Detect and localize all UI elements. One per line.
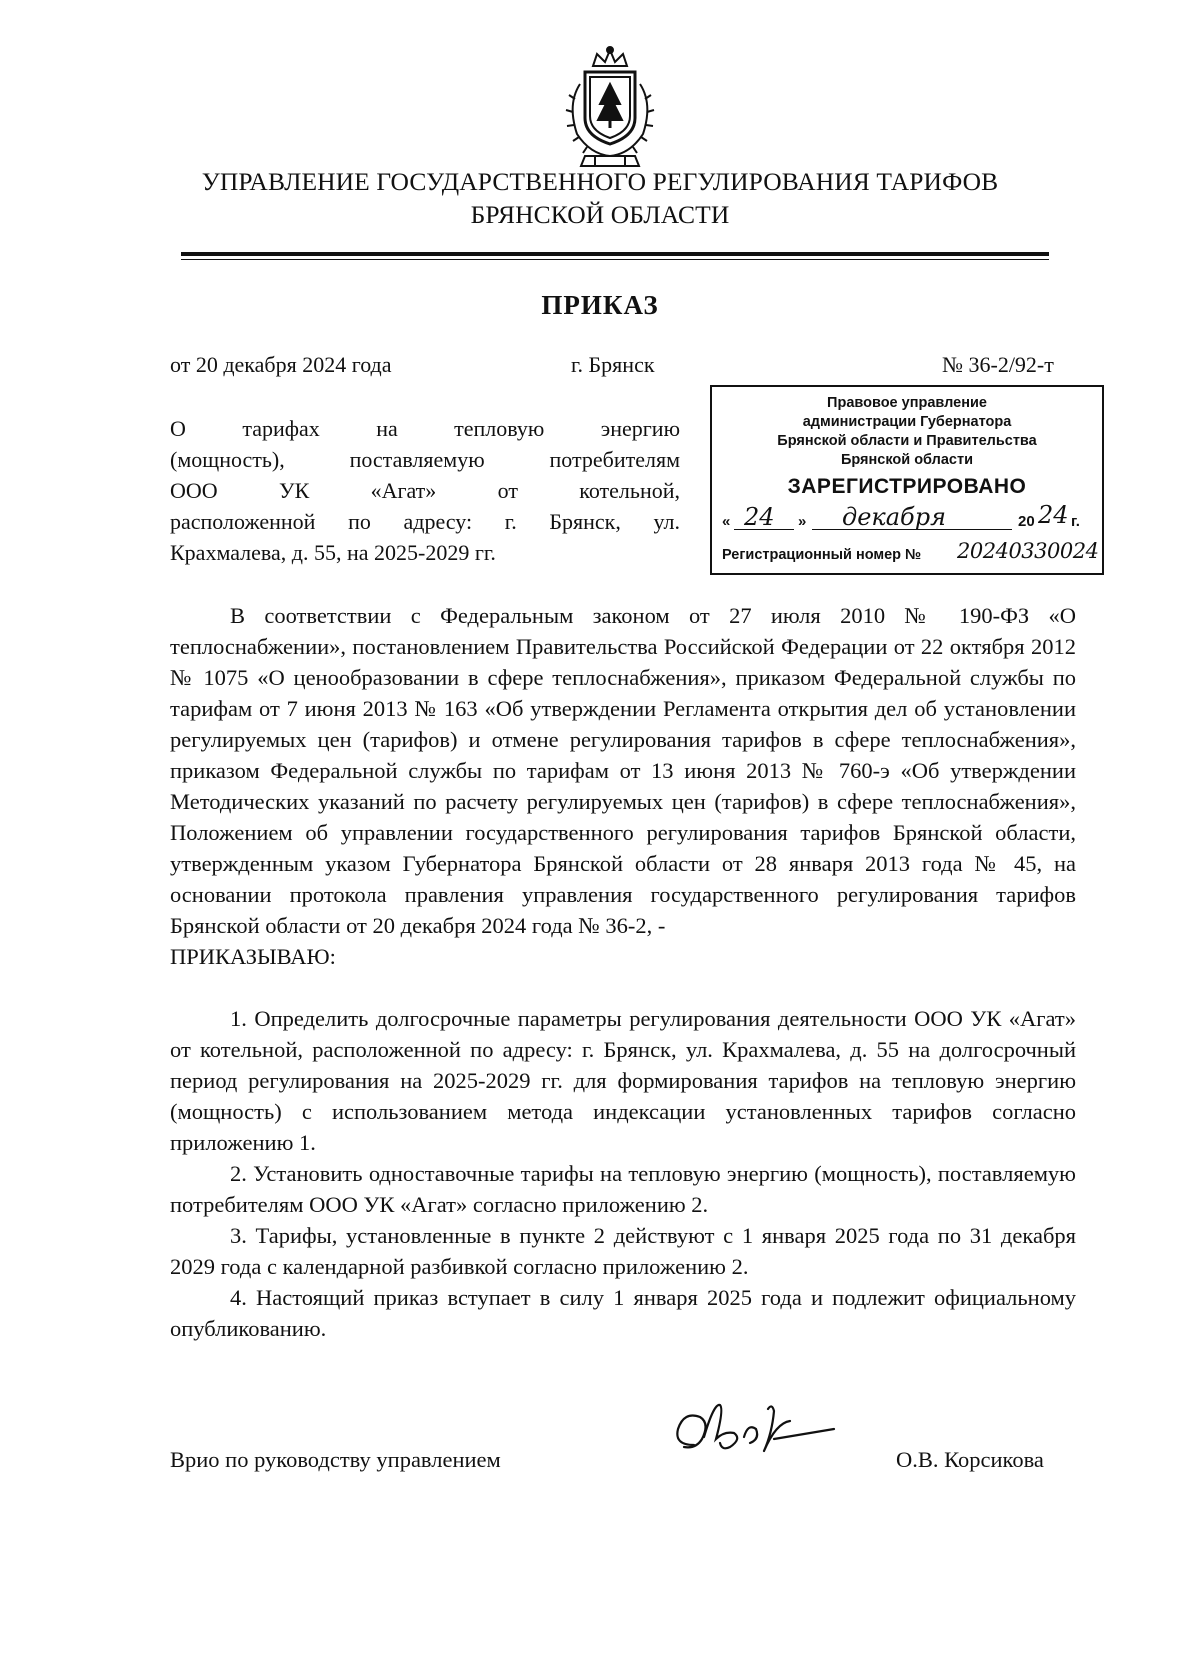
order-city: г. Брянск bbox=[571, 352, 655, 377]
stamp-registered: ЗАРЕГИСТРИРОВАНО bbox=[787, 475, 1027, 498]
subject-line: Крахмалева, д. 55, на 2025-2029 гг. bbox=[170, 540, 496, 565]
stamp-reg-label: Регистрационный номер № bbox=[722, 547, 922, 563]
stamp-reg-number: 20240330024 bbox=[957, 539, 1099, 563]
subject-line: расположенной по адресу: г. Брянск, ул. bbox=[170, 509, 680, 534]
stamp-line: Правовое управление bbox=[827, 395, 987, 411]
order-item: 1. Определить долгосрочные параметры регулирования деятельности ООО УК «Агат» от котельной, расположенной по адресу: г. Брянск, ул. Крахмалева, д. 55 на долгосрочный период регулирования на 2025-2029 гг. для формирования тарифов на тепловую энергию (мощность) с использованием метода индексации установленных тарифов согласно приложению 1. bbox=[170, 1006, 1076, 1155]
stamp-line: Брянской области и Правительства bbox=[777, 433, 1037, 449]
stamp-month: декабря bbox=[842, 503, 946, 531]
order-number: № 36-2/92-т bbox=[942, 352, 1054, 377]
document-title: ПРИКАЗ bbox=[541, 290, 659, 320]
stamp-year-unit: г. bbox=[1071, 513, 1080, 530]
stamp-line: администрации Губернатора bbox=[802, 414, 1012, 430]
subject-line: (мощность), поставляемую потребителям bbox=[170, 447, 680, 472]
order-item: 2. Установить одноставочные тарифы на тепловую энергию (мощность), поставляемую потребителям ООО УК «Агат» согласно приложению 2. bbox=[170, 1161, 1076, 1217]
order-date: от 20 декабря 2024 года bbox=[170, 352, 392, 377]
order-item: 4. Настоящий приказ вступает в силу 1 января 2025 года и подлежит официальному опубликованию. bbox=[170, 1285, 1076, 1341]
stamp-date-row: « 24 » декабря 20 24 г. bbox=[722, 501, 1080, 531]
order-word: ПРИКАЗЫВАЮ: bbox=[170, 944, 336, 969]
handwritten-signature-icon bbox=[664, 1393, 844, 1473]
header-divider-thin bbox=[181, 259, 1049, 260]
header-divider bbox=[181, 252, 1049, 256]
registration-stamp bbox=[710, 385, 1104, 575]
preamble-paragraph: В соответствии с Федеральным законом от 27 июля 2010 № 190-ФЗ «О теплоснабжении», постановлением Правительства Российской Федерации от 22 октября 2012 № 1075 «О ценообразовании в сфере теплоснабжения», приказом Федеральной службы по тарифам от 7 июня 2013 № 163 «Об утверждении Регламента открытия дел об установлении регулируемых цен (тарифов) и отмене регулирования тарифов в сфере теплоснабжения», приказом Федеральной службы по тарифам от 13 июня 2013 № 760-э «Об утверждении Методических указаний по расчету регулируемых цен (тарифов) в сфере теплоснабжения», Положением об управлении государственного регулирования тарифов Брянской области, утвержденным указом Губернатора Брянской области от 28 января 2013 года № 45, на основании протокола правления управления государственного регулирования тарифов Брянской области от 20 декабря 2024 года № 36-2, - bbox=[170, 603, 1076, 938]
org-name-line2: БРЯНСКОЙ ОБЛАСТИ bbox=[470, 200, 730, 229]
order-subject bbox=[170, 413, 680, 568]
stamp-line: Брянской области bbox=[840, 452, 974, 468]
signatory-position: Врио по руководству управлением bbox=[170, 1447, 501, 1472]
coat-of-arms-icon bbox=[555, 44, 665, 172]
order-item: 3. Тарифы, установленные в пункте 2 действуют с 1 января 2025 года по 31 декабря 2029 года с календарной разбивкой согласно приложению 2. bbox=[170, 1223, 1076, 1279]
signatory-name: О.В. Корсикова bbox=[896, 1447, 1044, 1472]
stamp-day: 24 bbox=[744, 503, 775, 531]
stamp-year-prefix: 20 bbox=[1018, 513, 1035, 530]
document-body bbox=[170, 600, 1076, 1344]
subject-line: ООО УК «Агат» от котельной, bbox=[170, 478, 680, 503]
stamp-year-suffix: 24 bbox=[1038, 501, 1069, 529]
subject-line: О тарифах на тепловую энергию bbox=[170, 416, 680, 441]
stamp-reg-row bbox=[722, 539, 1102, 571]
org-name-line1: УПРАВЛЕНИЕ ГОСУДАРСТВЕННОГО РЕГУЛИРОВАНИЯ ТАРИФОВ bbox=[201, 167, 999, 196]
